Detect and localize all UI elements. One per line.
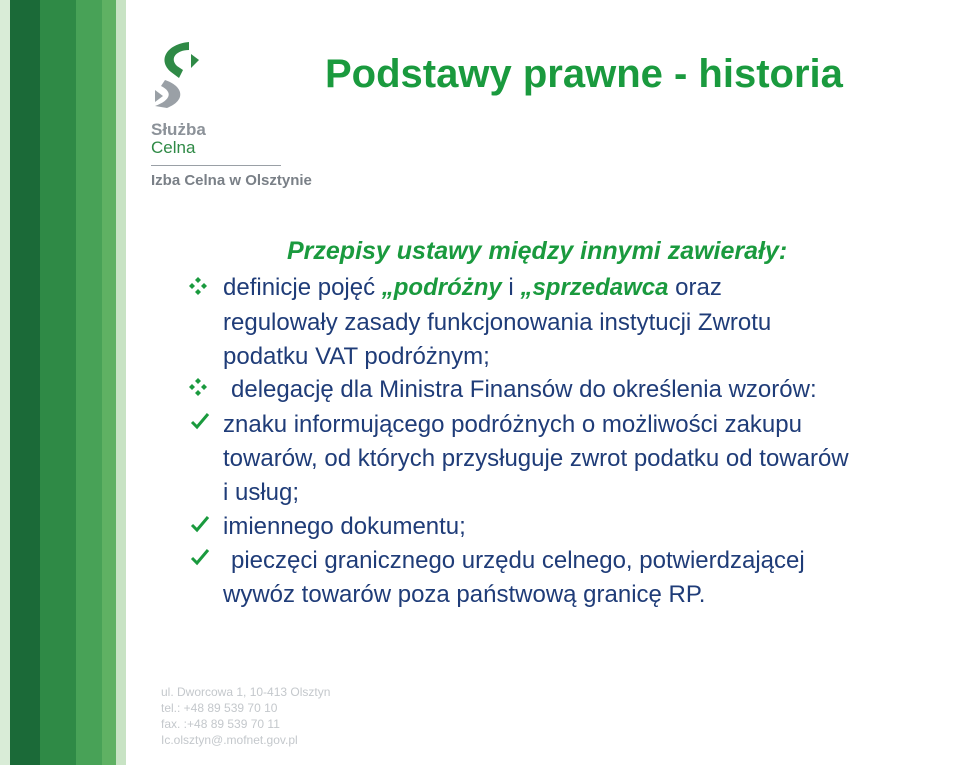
sub-line-1: znaku informującego podróżnych o możliwości zakupu bbox=[223, 411, 802, 438]
checkmark-icon bbox=[190, 547, 210, 567]
slide-title: Podstawy prawne - historia bbox=[325, 52, 843, 96]
footer-fax: fax. :+48 89 539 70 11 bbox=[161, 717, 280, 731]
item1-pre: definicje pojęć bbox=[223, 274, 382, 301]
slide-subtitle: Przepisy ustawy między innymi zawierały: bbox=[287, 237, 788, 265]
term-podrozny: „podróżny bbox=[381, 274, 502, 301]
checkmark-icon bbox=[190, 411, 210, 431]
diamond-bullet-icon bbox=[188, 276, 208, 296]
bullet-line-1 bbox=[223, 276, 722, 300]
sub-line-5: pieczęci granicznego urzędu celnego, potwierdzającej bbox=[231, 547, 805, 574]
item1-mid: i bbox=[501, 274, 521, 301]
brand-name-line2: Celna bbox=[151, 138, 196, 157]
bullet-line-2: regulowały zasady funkcjonowania instytucji Zwrotu bbox=[223, 309, 772, 336]
logo bbox=[145, 40, 345, 200]
sub-line-4: imiennego dokumentu; bbox=[223, 513, 466, 540]
term-sprzedawca: „sprzedawca bbox=[520, 274, 669, 301]
customs-emblem-icon bbox=[149, 40, 205, 110]
item1-post: oraz bbox=[668, 274, 722, 301]
side-stripes bbox=[0, 0, 126, 765]
footer-tel: tel.: +48 89 539 70 10 bbox=[161, 701, 278, 715]
office-name: Izba Celna w Olsztynie bbox=[151, 172, 312, 189]
sub-line-2: towarów, od których przysługuje zwrot podatku od towarów bbox=[223, 445, 849, 472]
footer-email[interactable]: Ic.olsztyn@.mofnet.gov.pl bbox=[161, 733, 298, 747]
brand-name-line1: Służba bbox=[151, 120, 206, 139]
bullet-line-3: podatku VAT podróżnym; bbox=[223, 343, 490, 370]
sub-line-6: wywóz towarów poza państwową granicę RP. bbox=[223, 581, 706, 608]
diamond-bullet-icon bbox=[188, 377, 208, 397]
sub-line-3: i usług; bbox=[223, 479, 300, 506]
footer-address: ul. Dworcowa 1, 10-413 Olsztyn bbox=[161, 685, 331, 699]
brand-divider bbox=[151, 165, 281, 166]
checkmark-icon bbox=[190, 514, 210, 534]
footer bbox=[161, 684, 330, 748]
bullet-line-4: delegację dla Ministra Finansów do określenia wzorów: bbox=[231, 376, 817, 403]
